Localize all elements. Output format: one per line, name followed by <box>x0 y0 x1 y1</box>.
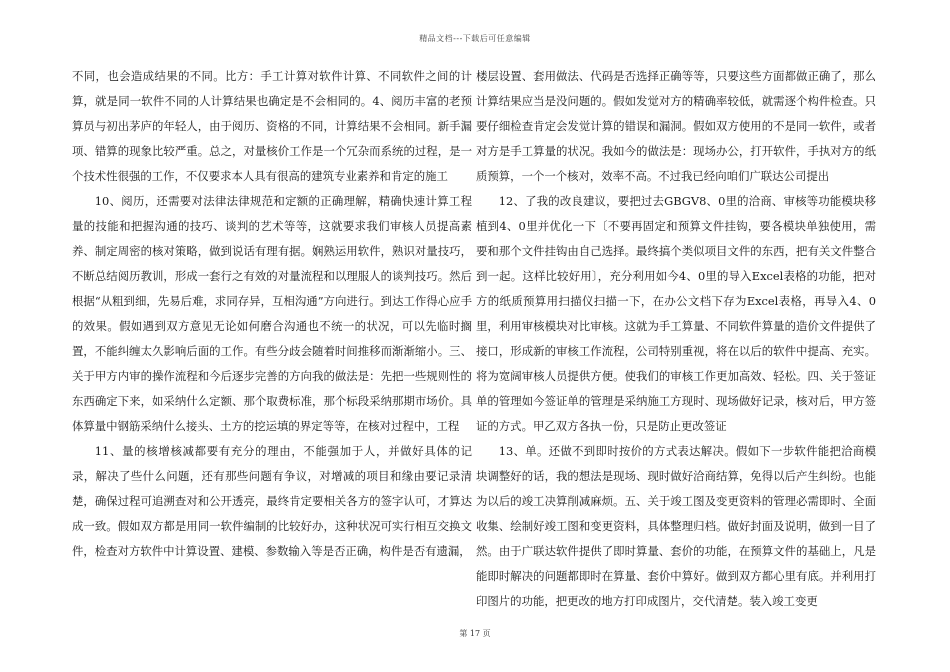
paragraph: 13、单。还做不到即时按价的方式表达解决。假如下一步软件能把洽商模块调整好的话，我的想法是现场、现时做好洽商结算，免得以后产生纠纷。也能为以后的竣工决算削减麻烦。五、关于竣工图及变更资料的管理必需即时、全面收集、绘制好竣工图和变更资料，具体整理归档。做好封面及说明，做到一目了然。由于广联达软件提供了即时算量、套价的功能，在预算文件的基础上，凡是能即时解决的问题都即时在算量、套价中算好。做到双方都心里有底。并利用打印图片的功能，把更改的地方打印成图片，交代清楚。装入竣工变更 <box>476 444 876 608</box>
paragraph: 楼层设置、套用做法、代码是否选择正确等等，只要这些方面都做正确了，那么计算结果应当是没问题的。假如发觉对方的精确率较低，就需逐个构件检查。只要仔细检查肯定会发觉计算的错误和漏洞。假如双方使用的不是同一软件，或者对方是手工算量的状况。我如今的做法是：现场办公，打开软件，手执对方的纸质预算，一个一个核对，效率不高。不过我已经向咱们广联达公司提出 <box>476 69 876 183</box>
paragraph: 11、量的核增核减都要有充分的理由，不能强加于人，并做好具体的记录，解决了些什么问题，还有那些问题有争议，对增减的项目和缘由要记录清楚，确保过程可追溯查对和公开透亮，最终肯定要相关各方的签字认可，才算达成一致。假如双方都是用同一软件编制的比较好办，这种状况可实行相互交换文件，检查对方软件中计算设置、建模、参数输入等是否正确，构件是否有遗漏， <box>72 444 472 558</box>
right-column <box>476 64 876 614</box>
left-column <box>72 64 472 564</box>
paragraph: 10、阅历，还需要对法律法律规范和定额的正确理解，精确快速计算工程量的技能和把握沟通的技巧、谈判的艺术等等，这就要求我们审核人员提高素养、制定周密的核对策略，做到说话有理有据。娴熟运用软件，熟识对量技巧，不断总结阅历教训，形成一套行之有效的对量流程和以理服人的谈判技巧。然后根据“从粗到细，先易后难，求同存异，互相沟通”方向进行。到达工作得心应手的效果。假如遇到双方意见无论如何磨合沟通也不统一的状况，可以先临时搁置，不能纠缠太久影响后面的工作。有些分歧会随着时间推移而渐渐缩小。三、关于甲方内审的操作流程和今后逐步完善的方向我的做法是：先把一些规则性的东西确定下来，如采纳什么定额、那个取费标准，那个标段采纳那期市场价。具体算量中钢筋采纳什么接头、土方的挖运填的界定等等，在核对过程中，工程 <box>72 194 472 433</box>
paragraph: 不同，也会造成结果的不同。比方：手工计算对软件计算、不同软件之间的计算，就是同一软件不同的人计算结果也确定是不会相同的。4、阅历丰富的老预算员与初出茅庐的年轻人，由于阅历、资格的不同，计算结果不会相同。新手漏项、错算的现象比较严重。总之，对量核价工作是一个冗杂而系统的过程，是一个技术性很强的工作，不仅要求本人具有很高的建筑专业素养和肯定的施工 <box>72 69 472 183</box>
paragraph: 12、了我的改良建议，要把过去GBGV8、0里的洽商、审核等功能模块移植到4、0里并优化一下〔不要再固定和预算文件挂钩，要各模块单独使用，需要和那个文件挂钩由自己选择。最终搞个类似项目文件的东西，把有关文件整合到一起。这样比较好用〕，充分利用如今4、0里的导入Excel表格的功能，把对方的纸质预算用扫描仪扫描一下，在办公文档下存为Excel表格，再导入4、0里，利用审核模块对比审核。这就为手工算量、不同软件算量的造价文件提供了接口，形成新的审核工作流程，公司特别重视，将在以后的软件中提高、充实。将为宽阔审核人员提供方便。使我们的审核工作更加高效、轻松。四、关于签证单的管理如今签证单的管理是采纳施工方现时、现场做好记录，核对后，甲方签证的方式。甲乙双方各执一份，只是防止更改签证 <box>476 194 876 433</box>
page-number: 第 17 页 <box>459 629 491 638</box>
page-header: 精品文档---下载后可任意编辑 <box>419 34 531 43</box>
